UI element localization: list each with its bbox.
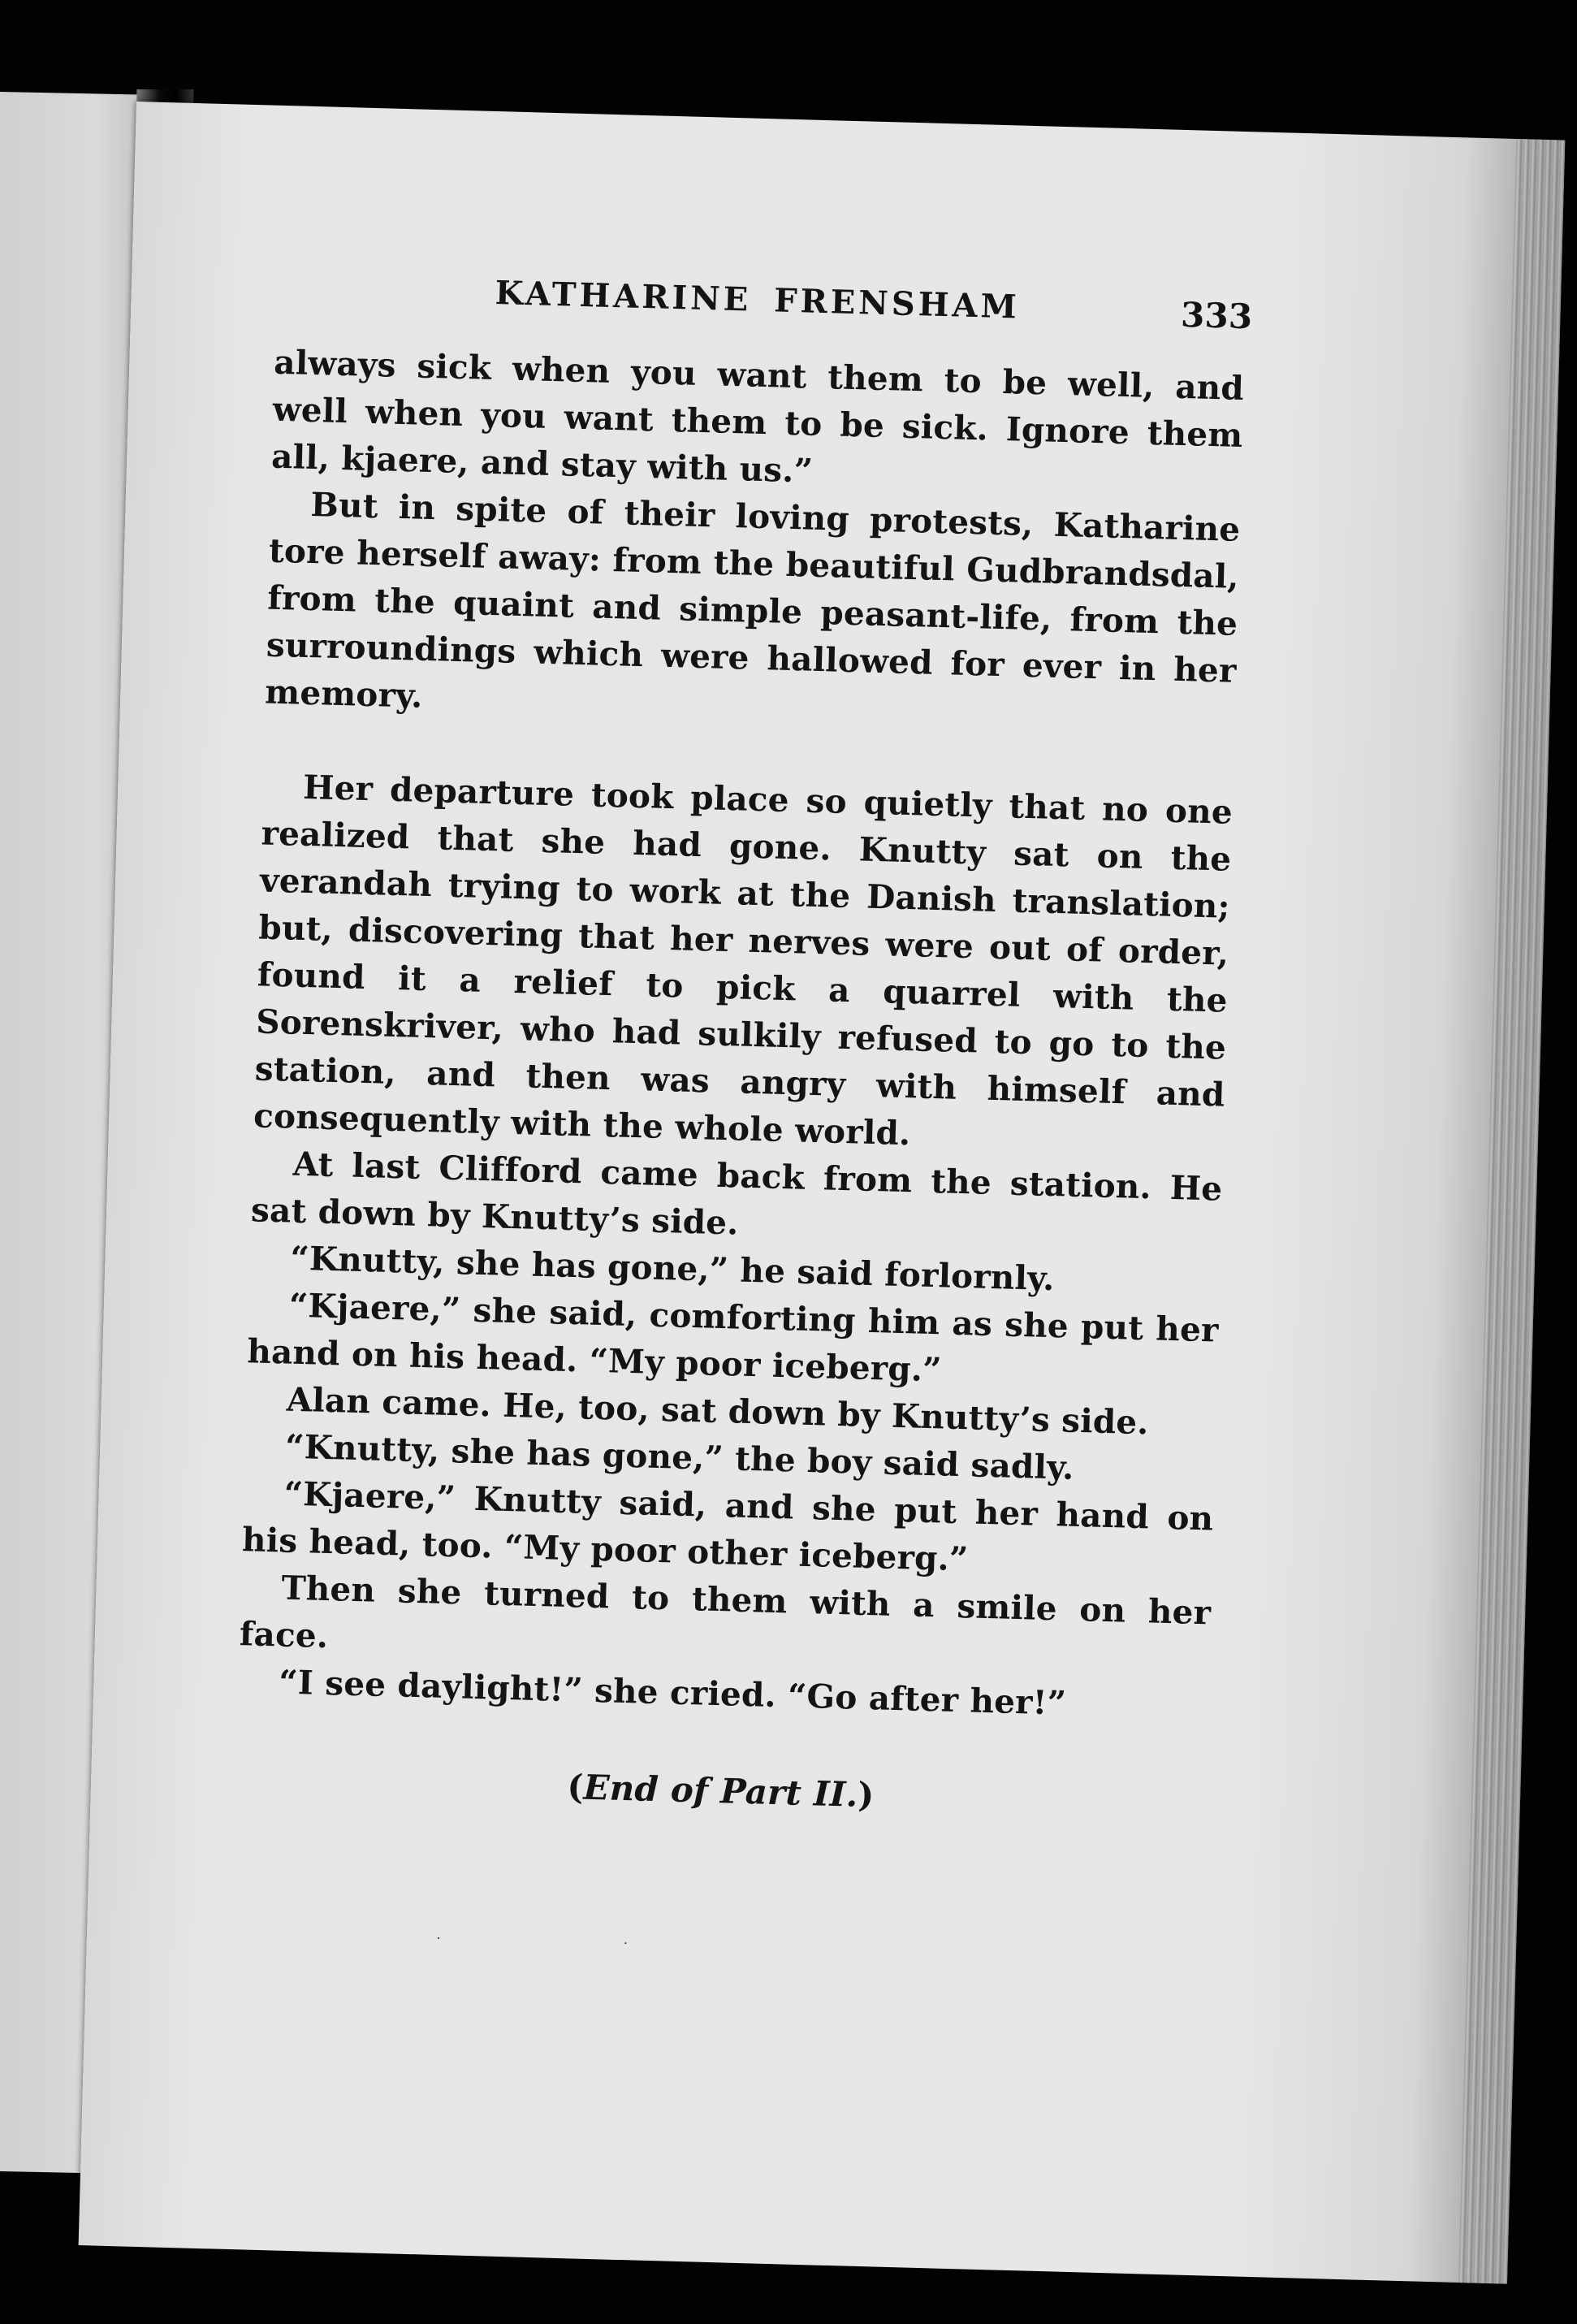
end-note-italic-text: End of Part II.	[582, 1767, 859, 1815]
paragraph: Alan came. He, too, sat down by Knutty’s side.	[286, 1379, 1150, 1443]
paragraph: “Knutty, she has gone,” the boy said sadly.	[284, 1426, 1075, 1487]
running-head	[274, 264, 1254, 355]
page-number: 333	[1180, 294, 1254, 337]
body-text	[238, 339, 1245, 1731]
paragraph: “I see daylight!” she cried. “Go after her!”	[278, 1662, 1067, 1723]
running-head-title: KATHARINE FRENSHAM	[495, 274, 1021, 327]
paragraph: At last Clifford came back from the station. He sat down by Knutty’s side.	[250, 1144, 1223, 1243]
print-specks: · ·	[435, 1929, 718, 1954]
page-stack-edge	[1458, 139, 1565, 2284]
paragraph: Then she turned to them with a smile on her face.	[239, 1568, 1212, 1656]
paragraph: always sick when you want them to be well, and well when you want them to be sick. Ignore them all, kjaere, and stay with us.”	[270, 342, 1245, 491]
end-note-close-paren: )	[857, 1774, 875, 1815]
end-of-part-note	[235, 1755, 1206, 1828]
paragraph: Her departure took place so quietly that no one realized that she had gone. Knutty sat on the verandah trying to work at the Danish translation; but, discovering that her nerves were out of order, found it a relief to pick a quarrel with the Sorenskriver, who had sulkily refused to go to the station, and then was angry with himself and consequently with the whole world.	[253, 767, 1234, 1153]
page-content	[235, 264, 1254, 1828]
paragraph: But in spite of their loving protests, Katharine tore herself away: from the beautiful Gudbrandsdal, from the quaint and simple peasant-life, from the surroundings which were hallowed for ever in her memory.	[264, 484, 1241, 716]
end-note-open-paren: (	[566, 1767, 585, 1807]
paragraph: “Knutty, she has gone,” he said forlornly.	[289, 1238, 1056, 1299]
paragraph: “Kjaere,” she said, comforting him as she put her hand on his head. “My poor iceberg.”	[246, 1285, 1220, 1390]
book-page	[79, 102, 1566, 2284]
paragraph: “Kjaere,” Knutty said, and she put her hand on his head, too. “My poor other iceberg.”	[241, 1474, 1214, 1579]
